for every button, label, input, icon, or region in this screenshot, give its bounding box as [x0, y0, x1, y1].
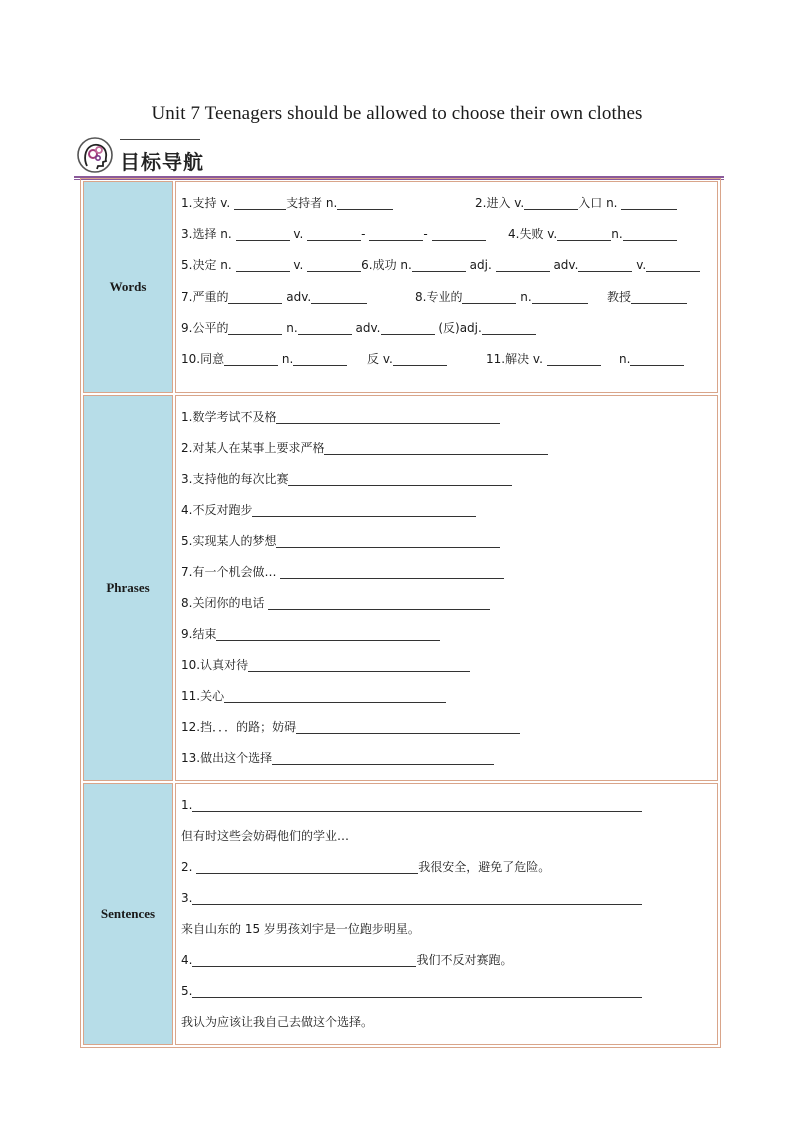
answer-blank[interactable] — [296, 719, 520, 734]
worksheet-table — [80, 178, 721, 1048]
answer-blank[interactable] — [192, 890, 642, 905]
sentences-content — [175, 783, 718, 1045]
word-prompt: - — [361, 227, 366, 242]
answer-blank[interactable] — [192, 983, 642, 998]
words-content — [175, 181, 718, 393]
answer-blank[interactable] — [646, 257, 700, 272]
word-prompt: v. — [636, 258, 647, 273]
sentence-prompt: 我认为应该让我自己去做这个选择。 — [181, 1015, 374, 1029]
words-line — [181, 344, 717, 375]
sentence-number: 4. — [181, 953, 193, 967]
sentence-line — [181, 883, 717, 914]
phrase-line — [181, 433, 717, 464]
words-line — [181, 219, 717, 250]
words-line — [181, 313, 717, 344]
answer-blank[interactable] — [524, 195, 578, 210]
phrase-line — [181, 712, 717, 743]
phrases-row — [83, 395, 718, 781]
answer-blank[interactable] — [337, 195, 393, 210]
word-prompt: 教授 — [607, 289, 632, 304]
word-prompt: 3.选择 n. — [181, 227, 232, 242]
phrase-line — [181, 526, 717, 557]
answer-blank[interactable] — [280, 564, 504, 579]
phrase-line — [181, 588, 717, 619]
word-prompt: 2.进入 v. — [475, 196, 525, 210]
phrase-line — [181, 557, 717, 588]
sentence-line — [181, 1007, 717, 1038]
answer-blank[interactable] — [369, 226, 423, 241]
phrase-line — [181, 650, 717, 681]
phrase-prompt: 13.做出这个选择 — [181, 751, 273, 765]
words-line — [181, 250, 717, 281]
phrase-line — [181, 464, 717, 495]
sentence-number: 5. — [181, 984, 193, 998]
phrase-prompt: 10.认真对待 — [181, 658, 249, 672]
word-prompt: n. — [520, 289, 532, 304]
word-prompt: 1.支持 v. — [181, 196, 231, 210]
sentence-number: 2. — [181, 860, 193, 874]
word-prompt: 10.同意 — [181, 351, 225, 366]
section-header-label: 目标导航 — [120, 150, 204, 174]
phrase-prompt: 8.关闭你的电话 — [181, 596, 265, 610]
word-prompt: 反 v. — [367, 351, 393, 366]
words-label: Words — [83, 181, 173, 393]
phrase-line — [181, 402, 717, 433]
answer-blank[interactable] — [216, 626, 440, 641]
word-prompt: adv. — [286, 289, 312, 304]
word-prompt: v. — [293, 227, 304, 242]
answer-blank[interactable] — [228, 289, 282, 304]
answer-blank[interactable] — [276, 533, 500, 548]
word-prompt: adj. — [469, 258, 492, 273]
sentence-prompt: 来自山东的 15 岁男孩刘宇是一位跑步明星。 — [181, 922, 420, 936]
sentence-line — [181, 914, 717, 945]
page-title: Unit 7 Teenagers should be allowed to choose their own clothes — [151, 103, 643, 124]
word-prompt: 4.失败 v. — [508, 227, 558, 242]
answer-blank[interactable] — [482, 320, 536, 335]
phrase-line — [181, 619, 717, 650]
answer-blank[interactable] — [268, 595, 490, 610]
sentence-line — [181, 945, 717, 976]
word-prompt: 11.解决 v. — [486, 351, 543, 366]
answer-blank[interactable] — [324, 440, 548, 455]
answer-blank[interactable] — [393, 351, 447, 366]
answer-blank[interactable] — [196, 859, 418, 874]
answer-blank[interactable] — [228, 320, 282, 335]
word-prompt: v. — [293, 258, 304, 273]
words-line — [181, 188, 717, 219]
word-prompt: - — [423, 227, 428, 242]
answer-blank[interactable] — [631, 289, 687, 304]
phrase-line — [181, 743, 717, 774]
phrase-prompt: 1.数学考试不及格 — [181, 410, 277, 424]
word-prompt: adv. — [553, 258, 579, 273]
words-row — [83, 181, 718, 393]
word-prompt: n. — [619, 351, 631, 366]
phrases-content — [175, 395, 718, 781]
sentence-prompt: 我很安全，避免了危险。 — [418, 860, 551, 874]
answer-blank[interactable] — [496, 257, 550, 272]
answer-blank[interactable] — [288, 471, 512, 486]
answer-blank[interactable] — [623, 226, 677, 241]
sentences-row — [83, 783, 718, 1045]
answer-blank[interactable] — [224, 351, 278, 366]
sentence-number: 1. — [181, 798, 193, 812]
sentence-line — [181, 976, 717, 1007]
phrase-line — [181, 681, 717, 712]
answer-blank[interactable] — [621, 195, 677, 210]
answer-blank[interactable] — [236, 226, 290, 241]
phrases-label: Phrases — [83, 395, 173, 781]
phrase-prompt: 2.对某人在某事上要求严格 — [181, 441, 325, 455]
answer-blank[interactable] — [298, 320, 352, 335]
section-header — [74, 134, 724, 180]
answer-blank[interactable] — [547, 351, 601, 366]
word-prompt: n. — [281, 351, 294, 366]
answer-blank[interactable] — [630, 351, 684, 366]
answer-blank[interactable] — [307, 226, 361, 241]
answer-blank[interactable] — [192, 952, 416, 967]
answer-blank[interactable] — [578, 257, 632, 272]
sentences-label: Sentences — [83, 783, 173, 1045]
answer-blank[interactable] — [557, 226, 611, 241]
phrase-prompt: 4.不反对跑步 — [181, 503, 253, 517]
phrase-prompt: 9.结束 — [181, 627, 217, 641]
sentence-number: 3. — [181, 891, 193, 905]
answer-blank[interactable] — [432, 226, 486, 241]
sentence-prompt: 但有时这些会妨碍他们的学业… — [181, 829, 350, 843]
word-prompt: 入口 n. — [578, 196, 618, 210]
word-prompt: n. — [286, 320, 298, 335]
word-prompt: 5.决定 n. — [181, 258, 232, 273]
answer-blank[interactable] — [236, 257, 290, 272]
answer-blank[interactable] — [234, 195, 286, 210]
answer-blank[interactable] — [224, 688, 446, 703]
phrase-prompt: 5.实现某人的梦想 — [181, 534, 277, 548]
word-prompt: 6.成功 n. — [361, 258, 412, 273]
word-prompt: 支持者 n. — [286, 196, 338, 210]
answer-blank[interactable] — [381, 320, 435, 335]
answer-blank[interactable] — [412, 257, 466, 272]
phrase-prompt: 7.有一个机会做… — [181, 565, 277, 579]
answer-blank[interactable] — [192, 797, 642, 812]
answer-blank[interactable] — [248, 657, 470, 672]
word-prompt: 8.专业的 — [415, 289, 463, 304]
sentence-line — [181, 852, 717, 883]
word-prompt: (反)adj. — [438, 320, 482, 335]
sentence-line — [181, 821, 717, 852]
answer-blank[interactable] — [272, 750, 494, 765]
head-gears-icon — [76, 136, 114, 176]
phrase-prompt: 12.挡．．．的路；妨碍 — [181, 720, 297, 734]
phrase-prompt: 3.支持他的每次比赛 — [181, 472, 289, 486]
answer-blank[interactable] — [276, 409, 500, 424]
sentence-line — [181, 790, 717, 821]
word-prompt: 7.严重的 — [181, 289, 229, 304]
answer-blank[interactable] — [307, 257, 361, 272]
answer-blank[interactable] — [311, 289, 367, 304]
answer-blank[interactable] — [293, 351, 347, 366]
word-prompt: n. — [611, 227, 623, 242]
word-prompt: adv. — [355, 320, 381, 335]
sentence-prompt: 我们不反对赛跑。 — [416, 953, 513, 967]
phrase-prompt: 11.关心 — [181, 689, 225, 703]
words-line — [181, 282, 717, 313]
answer-blank[interactable] — [252, 502, 476, 517]
answer-blank[interactable] — [462, 289, 516, 304]
answer-blank[interactable] — [532, 289, 588, 304]
phrase-line — [181, 495, 717, 526]
word-prompt: 9.公平的 — [181, 320, 229, 335]
